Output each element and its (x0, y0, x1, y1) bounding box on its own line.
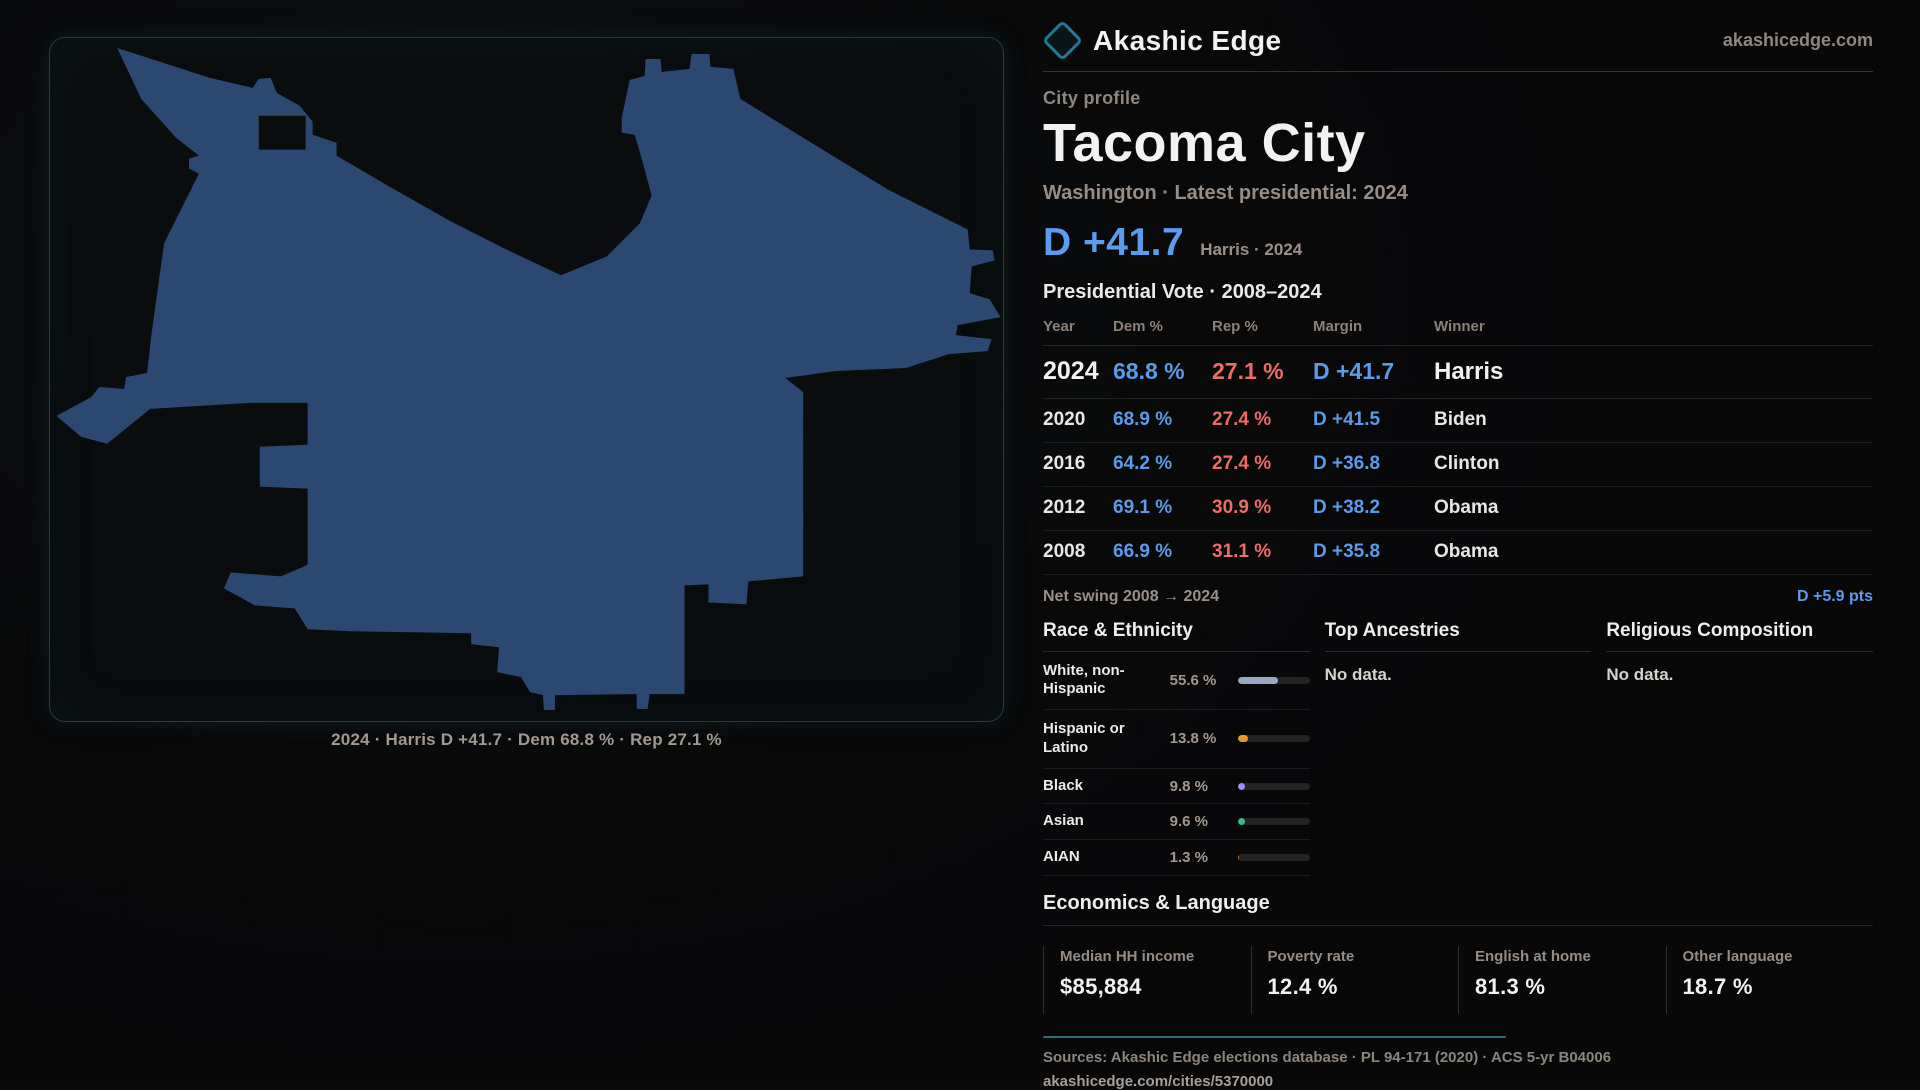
religion-empty-state: No data. (1606, 664, 1674, 684)
race-value: 9.8 % (1169, 777, 1209, 795)
economics-section (1043, 892, 1873, 1014)
cell-year: 2020 (1043, 408, 1086, 430)
cell-margin: D +41.7 (1313, 357, 1395, 384)
race-value: 13.8 % (1169, 730, 1217, 748)
net-swing-value: D +5.9 pts (1796, 587, 1873, 605)
cell-dem: 66.9 % (1113, 540, 1173, 562)
cell-dem: 69.1 % (1113, 496, 1173, 518)
stat-value: 18.7 % (1682, 973, 1753, 999)
list-item (1043, 710, 1310, 769)
col-winner: Winner (1434, 317, 1485, 335)
race-bar-fill (1238, 677, 1278, 684)
race-bar (1238, 818, 1310, 825)
col-year: Year (1043, 317, 1075, 335)
race-bar-fill (1238, 818, 1245, 825)
stat-card (1666, 946, 1874, 1014)
cell-rep: 27.1 % (1212, 357, 1284, 384)
table-row (1043, 531, 1873, 575)
table-row (1043, 487, 1873, 531)
demographics-columns (1043, 620, 1873, 876)
stat-label: Poverty rate (1267, 947, 1355, 965)
cell-margin: D +38.2 (1313, 496, 1381, 518)
race-bar (1238, 854, 1310, 861)
col-margin: Margin (1313, 317, 1363, 335)
header (1043, 24, 1873, 72)
cell-rep: 27.4 % (1212, 408, 1272, 430)
race-value: 55.6 % (1169, 671, 1217, 689)
top-ancestries-section (1325, 620, 1592, 876)
cell-winner: Harris (1434, 357, 1504, 385)
race-label: Asian (1043, 812, 1084, 830)
cell-year: 2024 (1043, 356, 1099, 385)
race-bar (1238, 735, 1310, 742)
sources-line: Sources: Akashic Edge elections database · PL 94-171 (2020) · ACS 5-yr B04006 (1043, 1048, 1612, 1066)
race-bar (1238, 677, 1310, 684)
stat-cards (1043, 946, 1873, 1014)
stat-label: English at home (1475, 947, 1591, 965)
race-ethnicity-section (1043, 620, 1310, 876)
vote-table (1043, 314, 1873, 575)
cell-winner: Biden (1434, 408, 1487, 430)
cell-year: 2016 (1043, 452, 1086, 474)
race-value: 1.3 % (1169, 849, 1209, 867)
cell-year: 2008 (1043, 540, 1086, 562)
cell-winner: Clinton (1434, 452, 1500, 474)
table-row (1043, 399, 1873, 443)
cell-dem: 68.9 % (1113, 408, 1173, 430)
ancestries-section-title: Top Ancestries (1325, 620, 1592, 652)
ancestries-empty-state: No data. (1324, 664, 1392, 684)
page-title: Tacoma City (1043, 113, 1366, 173)
cell-dem: 64.2 % (1113, 452, 1173, 474)
race-label: Hispanic or Latino (1043, 720, 1125, 756)
cell-winner: Obama (1434, 496, 1499, 518)
cell-rep: 27.4 % (1212, 452, 1272, 474)
list-item (1043, 804, 1310, 840)
race-section-title: Race & Ethnicity (1043, 620, 1310, 652)
table-row (1043, 443, 1873, 487)
city-boundary-shape (56, 48, 1000, 710)
headline-margin-value: D +41.7 (1043, 220, 1185, 264)
profile-kicker: City profile (1043, 88, 1141, 108)
stat-value: 12.4 % (1267, 973, 1338, 999)
table-row (1043, 346, 1873, 399)
net-swing-row (1043, 575, 1873, 616)
stat-value: $85,884 (1060, 973, 1142, 999)
cell-winner: Obama (1434, 540, 1499, 562)
cell-year: 2012 (1043, 496, 1086, 518)
race-bar-fill (1238, 783, 1245, 790)
net-swing-label: Net swing 2008 → 2024 (1043, 587, 1220, 605)
vote-table-title: Presidential Vote · 2008–2024 (1043, 280, 1322, 303)
stat-card (1251, 946, 1459, 1014)
stat-card (1043, 946, 1251, 1014)
city-map-panel (49, 37, 1004, 722)
headline-margin-block (1043, 221, 1873, 265)
religious-composition-section (1606, 620, 1873, 876)
race-value: 9.6 % (1169, 813, 1209, 831)
race-bar-fill (1238, 854, 1239, 861)
brand-domain-link[interactable]: akashicedge.com (1722, 30, 1873, 50)
stat-label: Median HH income (1060, 947, 1195, 965)
vote-table-header (1043, 314, 1873, 346)
cell-margin: D +41.5 (1313, 408, 1381, 430)
race-label: White, non-Hispanic (1043, 661, 1125, 698)
footer-divider (1043, 1036, 1506, 1038)
permalink[interactable]: akashicedge.com/cities/5370000 (1043, 1072, 1274, 1090)
brand-name: Akashic Edge (1093, 24, 1282, 56)
list-item (1043, 840, 1310, 876)
stat-value: 81.3 % (1475, 973, 1546, 999)
cell-rep: 30.9 % (1212, 496, 1272, 518)
list-item (1043, 769, 1310, 805)
list-item (1043, 652, 1310, 711)
race-bar (1238, 783, 1310, 790)
cell-margin: D +35.8 (1313, 540, 1381, 562)
city-profile-panel (1043, 24, 1873, 1090)
footer (1043, 1036, 1873, 1090)
diamond-logo-icon (1042, 20, 1083, 61)
stat-label: Other language (1682, 947, 1793, 965)
map-caption: 2024 · Harris D +41.7 · Dem 68.8 % · Rep 27.1 % (331, 730, 722, 749)
cell-rep: 31.1 % (1212, 540, 1272, 562)
headline-margin-note: Harris · 2024 (1200, 239, 1303, 259)
economics-section-title: Economics & Language (1043, 892, 1873, 926)
race-bar-fill (1238, 735, 1248, 742)
cell-dem: 68.8 % (1113, 357, 1185, 384)
stat-card (1458, 946, 1666, 1014)
race-label: Black (1043, 776, 1084, 794)
col-rep: Rep % (1212, 317, 1258, 335)
city-boundary-map (50, 38, 1003, 721)
cell-margin: D +36.8 (1313, 452, 1381, 474)
col-dem: Dem % (1113, 317, 1164, 335)
profile-subtitle: Washington · Latest presidential: 2024 (1043, 181, 1408, 204)
race-label: AIAN (1043, 848, 1080, 866)
religion-section-title: Religious Composition (1606, 620, 1873, 652)
